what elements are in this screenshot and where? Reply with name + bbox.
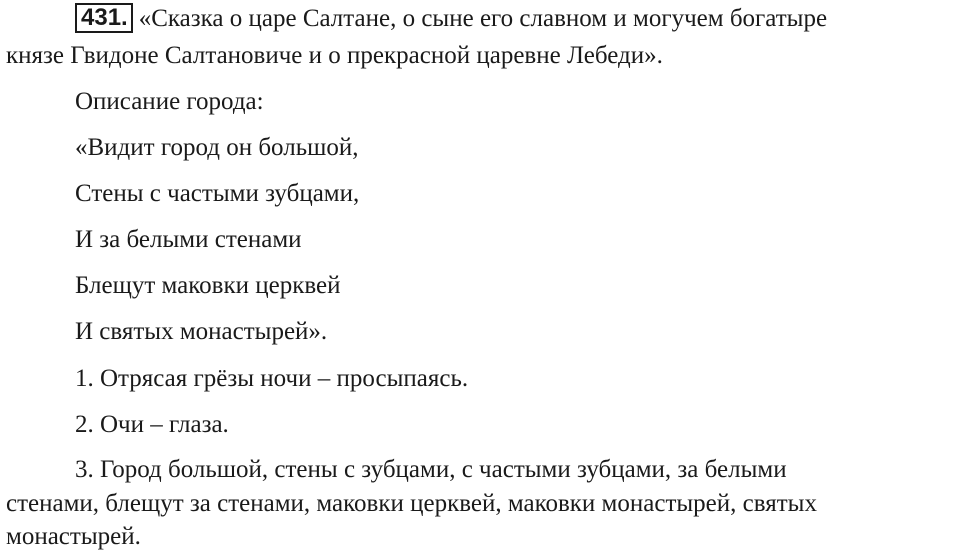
poem-line-3: И за белыми стенами	[75, 226, 302, 253]
poem-line-2: Стены с частыми зубцами,	[75, 180, 360, 207]
note-2: 2. Очи – глаза.	[75, 411, 229, 438]
poem-line-5: И святых монастырей».	[75, 318, 328, 345]
note-3-line-1: 3. Город большой, стены с зубцами, с частыми зубцами, за белыми	[75, 456, 787, 483]
note-1: 1. Отрясая грёзы ночи – просыпаясь.	[75, 365, 469, 392]
exercise-title-line-1	[75, 3, 827, 34]
exercise-title-text: «Сказка о царе Салтане, о сыне его славном и могучем богатыре	[138, 5, 828, 32]
poem-line-1: «Видит город он большой,	[75, 134, 359, 161]
note-3-line-2: стенами, блещут за стенами, маковки церквей, маковки монастырей, святых	[6, 490, 817, 517]
exercise-title-line-2: князе Гвидоне Салтановиче и о прекрасной царевне Лебеди».	[6, 42, 663, 69]
city-description-heading: Описание города:	[75, 88, 264, 115]
exercise-number-badge: 431.	[75, 3, 133, 33]
poem-line-4: Блещут маковки церквей	[75, 272, 341, 299]
note-3-line-3: монастырей.	[6, 523, 141, 550]
